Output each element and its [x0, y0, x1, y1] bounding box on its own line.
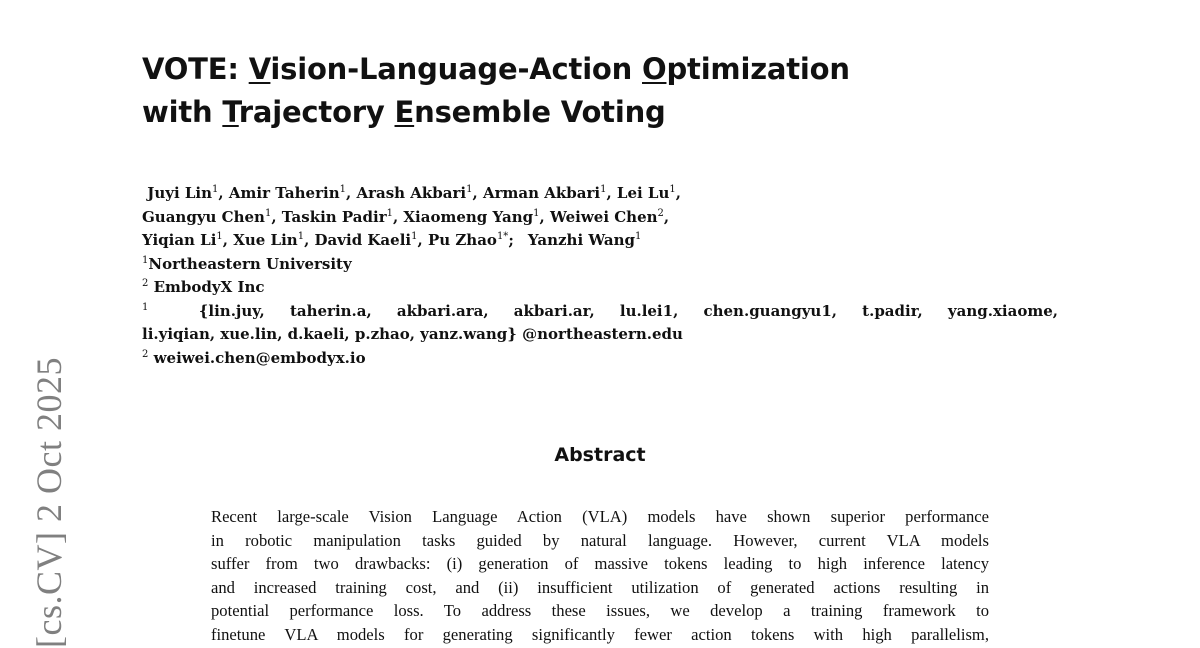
- title-underlined-letter: V: [248, 52, 271, 86]
- author-name: Xiaomeng Yang: [403, 207, 534, 226]
- abstract-line: and increased training cost, and (ii) insufficient utilization of generated actions resulting in: [211, 577, 989, 597]
- title-underlined-letter: O: [642, 52, 667, 86]
- author-affiliation-mark: 1*: [496, 231, 509, 242]
- author-name: Juyi Lin: [147, 184, 213, 202]
- author-name: Amir Taherin: [228, 184, 340, 202]
- author-affiliation-mark: 1: [339, 184, 346, 195]
- affiliation-name: Northeastern University: [148, 254, 352, 273]
- author-affiliation-mark: 1: [411, 231, 418, 242]
- affiliation-mark: 2: [142, 348, 149, 360]
- author-name: Lei Lu: [616, 184, 670, 202]
- author-name: Weiwei Chen: [550, 207, 658, 226]
- abstract-heading: Abstract: [554, 444, 646, 466]
- author-name: Arash Akbari: [356, 184, 467, 202]
- author-affiliation-mark: 1: [669, 184, 676, 195]
- title-text: nsemble Voting: [414, 95, 666, 129]
- affiliation-mark: 2: [142, 278, 149, 289]
- author-name: David Kaeli: [314, 231, 412, 249]
- author-affiliation-mark: 1: [635, 231, 642, 242]
- affiliation-mark: 1: [142, 254, 149, 266]
- title-line-2: [142, 91, 902, 134]
- title-underlined-letter: E: [394, 95, 415, 129]
- title-underlined-letter: T: [222, 95, 239, 129]
- abstract-line: Recent large-scale Vision Language Action (VLA) models have shown superior performance: [211, 507, 989, 526]
- arxiv-side-stamp: [cs.CV] 2 Oct 2025: [29, 357, 69, 648]
- abstract-line: potential performance loss. To address these issues, we develop a training framework to: [211, 601, 989, 620]
- title-text: ision-Language-Action: [270, 52, 643, 86]
- author-line-1: Juyi Lin$^1$, Amir Taherin$^1$, Arash Akbari$^1$, Arman Akbari$^1$, Lei Lu$^1$,: [147, 184, 681, 202]
- author-affiliation-mark: 2: [657, 207, 664, 219]
- author-block: [142, 182, 1082, 370]
- title-text: ptimization: [666, 52, 850, 86]
- author-name: Pu Zhao: [427, 231, 497, 249]
- abstract-line: finetune VLA models for generating significantly fewer action tokens with high parallelism,: [211, 624, 989, 644]
- email-group-1-line-2: [142, 323, 1082, 347]
- email-address: weiwei.chen@embodyx.io: [153, 348, 366, 367]
- author-line-3: Yiqian Li$^1$, Xue Lin$^1$, David Kaeli$^1$, Pu Zhao$^{1*}$; Yanzhi Wang$^1$: [142, 231, 642, 249]
- author-name: Yanzhi Wang: [527, 231, 636, 249]
- title-text: VOTE:: [142, 52, 249, 86]
- author-name: Xue Lin: [233, 231, 298, 249]
- author-line-2: Guangyu Chen$^1$, Taskin Padir$^1$, Xiaomeng Yang$^1$, Weiwei Chen$^2$,: [142, 207, 670, 226]
- author-name: Arman Akbari: [482, 184, 601, 202]
- title-text: with: [142, 95, 223, 129]
- email-group-2: [142, 347, 1082, 371]
- author-affiliation-mark: 1: [600, 184, 607, 195]
- author-affiliation-mark: 1: [533, 207, 540, 219]
- affiliation-mark: 1: [142, 301, 149, 313]
- title-line-1: [142, 48, 902, 91]
- abstract-line: in robotic manipulation tasks guided by natural language. However, current VLA models: [211, 530, 989, 550]
- email-list: {lin.juy, taherin.a, akbari.ara, akbari.ar, lu.lei1, chen.guangyu1, t.padir, yang.xiaome,: [198, 301, 1058, 320]
- affiliation-1: [142, 253, 1082, 277]
- title-text: rajectory: [238, 95, 395, 129]
- affiliation-2: [142, 276, 1082, 300]
- author-affiliation-mark: 1: [386, 207, 393, 219]
- author-affiliation-mark: 1: [264, 207, 272, 219]
- affiliation-name: EmbodyX Inc: [153, 278, 265, 296]
- author-affiliation-mark: 1: [212, 184, 219, 195]
- abstract-body: [211, 505, 989, 646]
- author-affiliation-mark: 1: [297, 231, 305, 242]
- author-name: Guangyu Chen: [142, 207, 265, 226]
- paper-title: [142, 48, 902, 134]
- abstract-line: suffer from two drawbacks: (i) generation of massive tokens leading to high inference latency: [211, 554, 989, 573]
- author-name: Yiqian Li: [142, 231, 217, 249]
- author-affiliation-mark: 1: [466, 184, 473, 195]
- author-name: Taskin Padir: [281, 207, 387, 226]
- email-list: li.yiqian, xue.lin, d.kaeli, p.zhao, yanz.wang} @northeastern.edu: [142, 325, 683, 343]
- author-affiliation-mark: 1: [216, 231, 223, 242]
- email-group-1-line-1: [142, 300, 1058, 324]
